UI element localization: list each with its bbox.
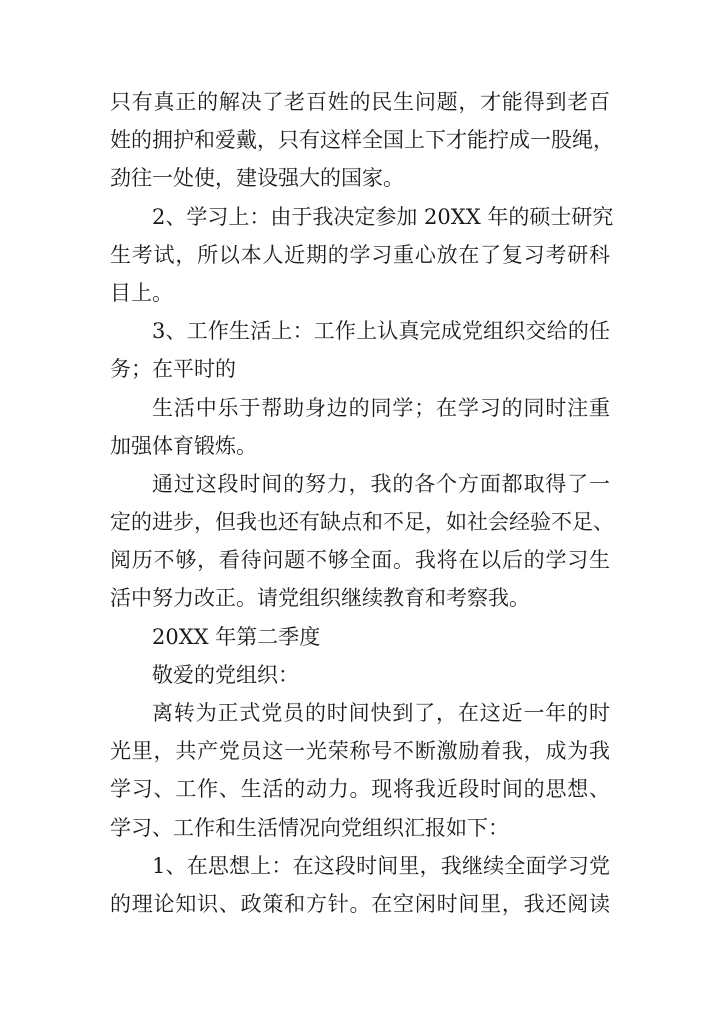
text-line: 定的进步，但我也还有缺点和不足，如社会经验不足、 (110, 510, 614, 535)
text-line: 劲往一处使，建设强大的国家。 (110, 166, 404, 191)
text-line: 离转为正式党员的时间快到了，在这近一年的时 (152, 701, 610, 725)
text-line: 只有真正的解决了老百姓的民生问题，才能得到老百 (110, 90, 610, 114)
text-line: 目上。 (110, 280, 173, 305)
text-line: 务；在平时的 (110, 357, 236, 382)
text-line: 生活中乐于帮助身边的同学；在学习的同时注重 (152, 395, 610, 420)
text-line: 学习、工作和生活情况向党组织汇报如下： (110, 815, 509, 840)
text-line: 生考试，所以本人近期的学习重心放在了复习考研科 (110, 242, 610, 267)
text-line: 20XX 年第二季度 (152, 624, 321, 649)
document-body (110, 83, 614, 923)
text-line: 学习、工作、生活的动力。现将我近段时间的思想、 (110, 777, 610, 802)
text-line: 1、在思想上：在这段时间里，我继续全面学习党 (152, 853, 610, 878)
text-line: 的理论知识、政策和方针。在空闲时间里，我还阅读 (110, 891, 610, 916)
text-line: 2、学习上：由于我决定参加 20XX 年的硕士研究 (152, 204, 614, 229)
text-line: 光里，共产党员这一光荣称号不断激励着我，成为我 (110, 739, 610, 764)
text-line: 姓的拥护和爱戴，只有这样全国上下才能拧成一股绳， (110, 128, 614, 153)
text-line: 3、工作生活上：工作上认真完成党组织交给的任 (152, 319, 610, 344)
text-line: 阅历不够，看待问题不够全面。我将在以后的学习生 (110, 548, 610, 573)
text-line: 敬爱的党组织： (152, 662, 299, 687)
text-line: 通过这段时间的努力，我的各个方面都取得了一 (152, 471, 610, 496)
text-line: 加强体育锻炼。 (110, 433, 257, 458)
text-line: 活中努力改正。请党组织继续教育和考察我。 (110, 586, 530, 611)
